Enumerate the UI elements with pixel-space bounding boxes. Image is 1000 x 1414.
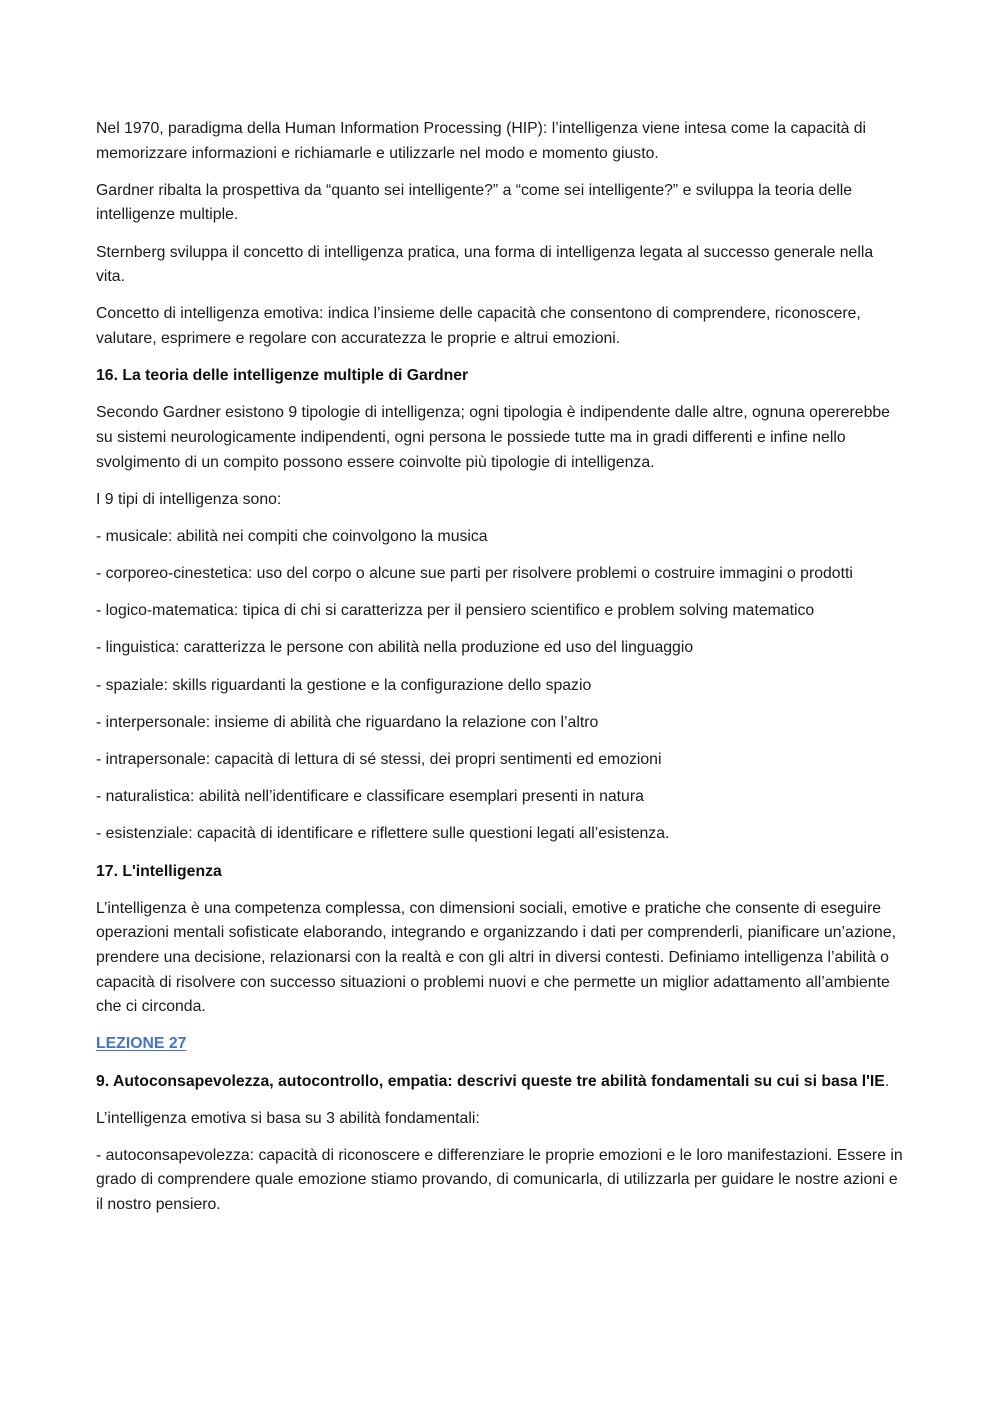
list-item-logico-matematica: - logico-matematica: tipica di chi si caratterizza per il pensiero scientifico e problem solving matematico <box>96 602 815 620</box>
list-item-musicale: - musicale: abilità nei compiti che coinvolgono la musica <box>96 527 488 545</box>
paragraph-gardner: Gardner ribalta la prospettiva da “quanto sei intelligente?” a “come sei intelligente?” e sviluppa la teoria delle intelligenze multiple. <box>96 181 853 224</box>
paragraph-sternberg: Sternberg sviluppa il concetto di intelligenza pratica, una forma di intelligenza legata al successo generale nella vita. <box>96 243 874 286</box>
list-item-corporeo-cinestetica: - corporeo-cinestetica: uso del corpo o alcune sue parti per risolvere problemi o costruire immagini o prodotti <box>96 565 853 583</box>
list-item-interpersonale: - interpersonale: insieme di abilità che riguardano la relazione con l’altro <box>96 713 599 731</box>
list-item-spaziale: - spaziale: skills riguardanti la gestione e la configurazione dello spazio <box>96 676 592 694</box>
section-9-heading-line <box>96 1070 906 1095</box>
section-9-heading: 9. Autoconsapevolezza, autocontrollo, empatia: descrivi queste tre abilità fondamentali su cui si basa l'IE <box>96 1072 885 1090</box>
paragraph-hip: Nel 1970, paradigma della Human Information Processing (HIP): l’intelligenza viene intesa come la capacità di memorizzare informazioni e richiamarle e utilizzarle nel modo e momento giusto. <box>96 120 867 162</box>
section-17-heading: 17. L'intelligenza <box>96 862 222 880</box>
section-16-list-intro: I 9 tipi di intelligenza sono: <box>96 490 282 508</box>
section-16-intro: Secondo Gardner esistono 9 tipologie di intelligenza; ogni tipologia è indipendente dalle altre, ognuna opererebbe su sistemi neurologicamente indipendenti, ogni persona le possiede tutte ma in gradi differenti e infine nello svolgimento di un compito possono essere coinvolte più tipologie di intelligenza. <box>96 404 890 471</box>
list-item-esistenziale: - esistenziale: capacità di identificare e riflettere sulle questioni legati all’esistenza. <box>96 825 670 843</box>
lesson-27-link[interactable]: LEZIONE 27 <box>96 1035 187 1053</box>
section-16-heading: 16. La teoria delle intelligenze multiple di Gardner <box>96 367 469 385</box>
list-item-linguistica: - linguistica: caratterizza le persone con abilità nella produzione ed uso del linguaggio <box>96 639 694 657</box>
list-item-intrapersonale: - intrapersonale: capacità di lettura di sé stessi, dei propri sentimenti ed emozioni <box>96 751 662 768</box>
list-item-naturalistica: - naturalistica: abilità nell’identificare e classificare esemplari presenti in natura <box>96 788 644 806</box>
section-9-intro: L’intelligenza emotiva si basa su 3 abilità fondamentali: <box>96 1109 480 1127</box>
section-17-body: L’intelligenza è una competenza complessa, con dimensioni sociali, emotive e pratiche che consente di eseguire operazioni mentali sofisticate elaborando, integrando e organizzando i dati per comprenderli, pianificare un’azione, prendere una decisione, relazionarsi con la realtà e con gli altri in diversi contesti. Definiamo intelligenza l’abilità o capacità di risolvere con successo situazioni o problemi nuovi e che permette un miglior adattamento all’ambiente che ci circonda. <box>96 899 896 1016</box>
section-9-heading-period: . <box>884 1072 890 1090</box>
paragraph-emotional-intelligence: Concetto di intelligenza emotiva: indica l’insieme delle capacità che consentono di comprendere, riconoscere, valutare, esprimere e regolare con accuratezza le proprie e altrui emozioni. <box>96 305 861 347</box>
document-page <box>96 117 906 1230</box>
list-item-autoconsapevolezza: - autoconsapevolezza: capacità di riconoscere e differenziare le proprie emozioni e le loro manifestazioni. Essere in grado di comprendere quale emozione stiamo provando, di comunicarla, di utilizzarla per guidare le nostre azioni e il nostro pensiero. <box>96 1146 903 1214</box>
